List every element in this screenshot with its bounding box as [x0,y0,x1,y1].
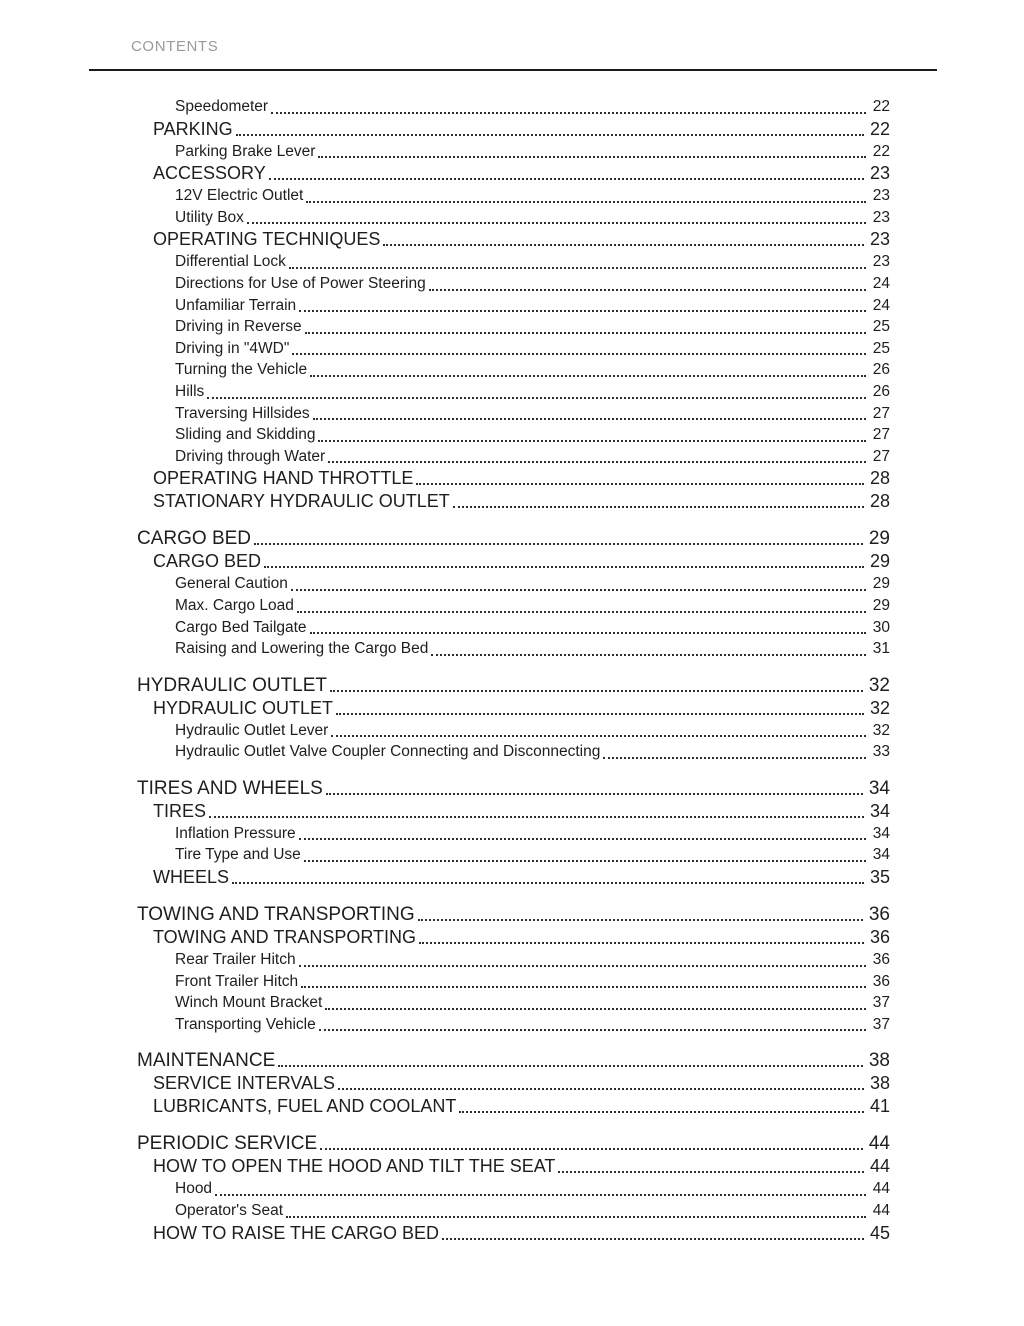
toc-entry [175,185,890,207]
dot-leader [299,838,866,840]
toc-entry [153,118,890,141]
header-divider [89,69,937,71]
dot-leader [336,713,864,715]
toc-entry-label: OPERATING TECHNIQUES [153,229,381,250]
toc-entry-label: TIRES AND WHEELS [137,777,323,799]
toc-entry-label: Transporting Vehicle [175,1015,316,1033]
dot-leader [419,942,864,944]
toc-entry-page: 37 [872,994,890,1012]
toc-entry [175,96,890,118]
dot-leader [326,793,863,795]
dot-leader [418,919,863,921]
toc-entry-page: 44 [872,1202,890,1220]
toc-entry-page: 26 [872,361,890,379]
toc-entry-label: HOW TO RAISE THE CARGO BED [153,1222,440,1243]
toc-entry-page: 24 [872,274,890,292]
dot-leader [209,816,864,818]
toc-entry [175,251,890,273]
toc-entry-page: 23 [869,229,890,250]
dot-leader [247,222,866,224]
dot-leader [318,440,866,442]
dot-leader [318,156,866,158]
toc-entry [175,141,890,163]
toc-entry [175,446,890,468]
toc-entry-label: ACCESSORY [153,163,266,184]
toc-entry [175,359,890,381]
toc-entry-page: 36 [869,927,890,948]
toc-entry [137,903,890,926]
toc-entry-page: 44 [869,1156,890,1177]
dot-leader [313,418,866,420]
toc-entry-page: 32 [872,721,890,739]
toc-entry-label: Traversing Hillsides [175,404,310,422]
toc-entry-page: 27 [872,404,890,422]
toc-entry-page: 35 [869,867,890,888]
toc-entry-page: 29 [869,551,890,572]
dot-leader [215,1194,866,1196]
dot-leader [328,461,866,463]
toc-entry [175,1178,890,1200]
dot-leader [301,986,866,988]
toc-entry-page: 31 [872,640,890,658]
toc-entry [175,617,890,639]
toc-entry [175,381,890,403]
toc-entry [153,800,890,823]
toc-entry [175,823,890,845]
toc-entry-page: 34 [869,800,890,821]
toc-entry [175,207,890,229]
toc-entry [153,926,890,949]
toc-list [137,96,890,1245]
toc-entry [175,595,890,617]
toc-entry-page: 41 [869,1096,890,1117]
dot-leader [289,267,866,269]
toc-entry-page: 28 [869,491,890,512]
dot-leader [306,201,866,203]
toc-entry-page: 36 [872,951,890,969]
toc-entry [175,403,890,425]
toc-entry-label: General Caution [175,575,288,593]
dot-leader [320,1148,863,1150]
toc-entry-page: 34 [872,824,890,842]
dot-leader [416,483,864,485]
dot-leader [232,882,864,884]
toc-entry [175,741,890,763]
toc-entry-page: 23 [872,208,890,226]
toc-entry [137,674,890,697]
toc-entry-page: 23 [869,163,890,184]
toc-entry-label: SERVICE INTERVALS [153,1073,336,1094]
toc-entry-page: 33 [872,743,890,761]
toc-entry-label: Parking Brake Lever [175,142,316,160]
toc-entry-label: Hood [175,1180,213,1198]
toc-entry-label: Differential Lock [175,253,286,271]
toc-entry-label: HYDRAULIC OUTLET [153,697,334,718]
toc-entry-label: Driving through Water [175,447,326,465]
toc-entry-label: MAINTENANCE [137,1050,276,1072]
dot-leader [558,1171,864,1173]
toc-entry-page: 30 [872,618,890,636]
dot-leader [236,134,864,136]
dot-leader [305,332,866,334]
toc-entry [175,720,890,742]
toc-entry-label: CARGO BED [137,528,252,550]
dot-leader [291,589,866,591]
toc-entry-label: Operator's Seat [175,1202,284,1220]
toc-entry [175,949,890,971]
dot-leader [330,690,863,692]
dot-leader [278,1065,863,1067]
toc-entry-label: TOWING AND TRANSPORTING [153,927,417,948]
dot-leader [269,178,864,180]
toc-entry-label: Sliding and Skidding [175,426,316,444]
toc-entry-page: 44 [868,1133,890,1155]
dot-leader [331,735,866,737]
dot-leader [254,543,863,545]
toc-entry [137,777,890,800]
toc-entry [175,638,890,660]
toc-entry-page: 38 [868,1050,890,1072]
toc-entry [153,1222,890,1245]
toc-entry-label: HOW TO OPEN THE HOOD AND TILT THE SEAT [153,1156,556,1177]
toc-entry [175,1014,890,1036]
dot-leader [264,566,864,568]
dot-leader [325,1008,866,1010]
toc-entry-page: 36 [872,972,890,990]
dot-leader [310,632,866,634]
dot-leader [431,654,866,656]
toc-entry [153,162,890,185]
toc-entry-label: TIRES [153,800,207,821]
dot-leader [297,611,866,613]
toc-entry-label: 12V Electric Outlet [175,187,304,205]
toc-entry-page: 22 [869,118,890,139]
toc-entry-label: Turning the Vehicle [175,361,308,379]
dot-leader [310,375,866,377]
dot-leader [442,1238,864,1240]
toc-entry-page: 32 [868,674,890,696]
toc-entry-label: Inflation Pressure [175,824,296,842]
toc-entry-label: Raising and Lowering the Cargo Bed [175,640,429,658]
toc-entry-page: 37 [872,1015,890,1033]
dot-leader [271,112,866,114]
toc-entry-page: 32 [869,697,890,718]
toc-entry-label: Cargo Bed Tailgate [175,618,307,636]
contents-heading: CONTENTS [131,38,219,55]
toc-entry-page: 25 [872,318,890,336]
toc-entry-page: 36 [868,904,890,926]
toc-entry-label: Winch Mount Bracket [175,994,323,1012]
toc-entry-label: OPERATING HAND THROTTLE [153,468,414,489]
toc-entry [137,1132,890,1155]
toc-entry [175,424,890,446]
toc-entry [153,1155,890,1178]
toc-entry [137,527,890,550]
dot-leader [292,353,866,355]
toc-entry-page: 29 [872,596,890,614]
toc-entry-page: 23 [872,253,890,271]
dot-leader [603,757,866,759]
toc-entry-page: 34 [872,846,890,864]
toc-entry [153,467,890,490]
toc-entry-label: Max. Cargo Load [175,596,294,614]
dot-leader [383,244,864,246]
toc-entry-label: Front Trailer Hitch [175,972,299,990]
toc-entry-label: STATIONARY HYDRAULIC OUTLET [153,491,450,512]
toc-entry [153,550,890,573]
toc-entry-label: Unfamiliar Terrain [175,296,297,314]
toc-entry-label: Hydraulic Outlet Lever [175,721,329,739]
toc-entry-label: LUBRICANTS, FUEL AND COOLANT [153,1096,457,1117]
dot-leader [319,1029,866,1031]
toc-entry-label: CARGO BED [153,551,262,572]
toc-entry-label: Tire Type and Use [175,846,301,864]
toc-entry-page: 23 [872,187,890,205]
toc-entry [153,866,890,889]
toc-entry-page: 24 [872,296,890,314]
toc-entry [175,273,890,295]
dot-leader [459,1111,864,1113]
toc-entry-page: 27 [872,447,890,465]
toc-entry-label: Directions for Use of Power Steering [175,274,426,292]
toc-entry [175,992,890,1014]
dot-leader [299,965,866,967]
toc-entry-label: HYDRAULIC OUTLET [137,674,328,696]
toc-entry-page: 25 [872,339,890,357]
toc-entry [175,844,890,866]
toc-entry [153,1072,890,1095]
dot-leader [338,1088,864,1090]
dot-leader [429,289,866,291]
toc-entry-page: 22 [872,98,890,115]
toc-entry-page: 22 [872,142,890,160]
toc-entry-page: 38 [869,1073,890,1094]
toc-entry [153,490,890,513]
toc-entry [153,1095,890,1118]
toc-entry-page: 29 [872,575,890,593]
dot-leader [453,506,864,508]
dot-leader [207,397,866,399]
toc-entry-label: Driving in "4WD" [175,339,290,357]
toc-entry-label: Rear Trailer Hitch [175,951,296,969]
toc-entry [175,971,890,993]
toc-entry-label: PARKING [153,118,233,139]
dot-leader [286,1216,866,1218]
toc-entry-page: 34 [868,777,890,799]
toc-entry-label: PERIODIC SERVICE [137,1133,318,1155]
toc-entry-label: WHEELS [153,867,230,888]
toc-entry-label: Hydraulic Outlet Valve Coupler Connecting and Disconnecting [175,743,601,761]
toc-entry-page: 45 [869,1222,890,1243]
dot-leader [299,310,866,312]
toc-entry [153,228,890,251]
toc-entry-page: 27 [872,426,890,444]
toc-entry [153,697,890,720]
toc-entry-page: 29 [868,528,890,550]
toc-entry [175,573,890,595]
toc-entry-label: TOWING AND TRANSPORTING [137,904,415,926]
toc-entry [175,338,890,360]
toc-entry-page: 28 [869,468,890,489]
toc-entry [175,316,890,338]
toc-entry-label: Utility Box [175,208,244,226]
toc-entry-label: Driving in Reverse [175,318,302,336]
toc-entry [175,1200,890,1222]
dot-leader [304,860,866,862]
toc-entry [137,1049,890,1072]
toc-entry-label: Hills [175,382,205,400]
toc-entry-page: 26 [872,382,890,400]
toc-entry-page: 44 [872,1180,890,1198]
toc-entry-label: Speedometer [175,98,269,115]
toc-entry [175,295,890,317]
